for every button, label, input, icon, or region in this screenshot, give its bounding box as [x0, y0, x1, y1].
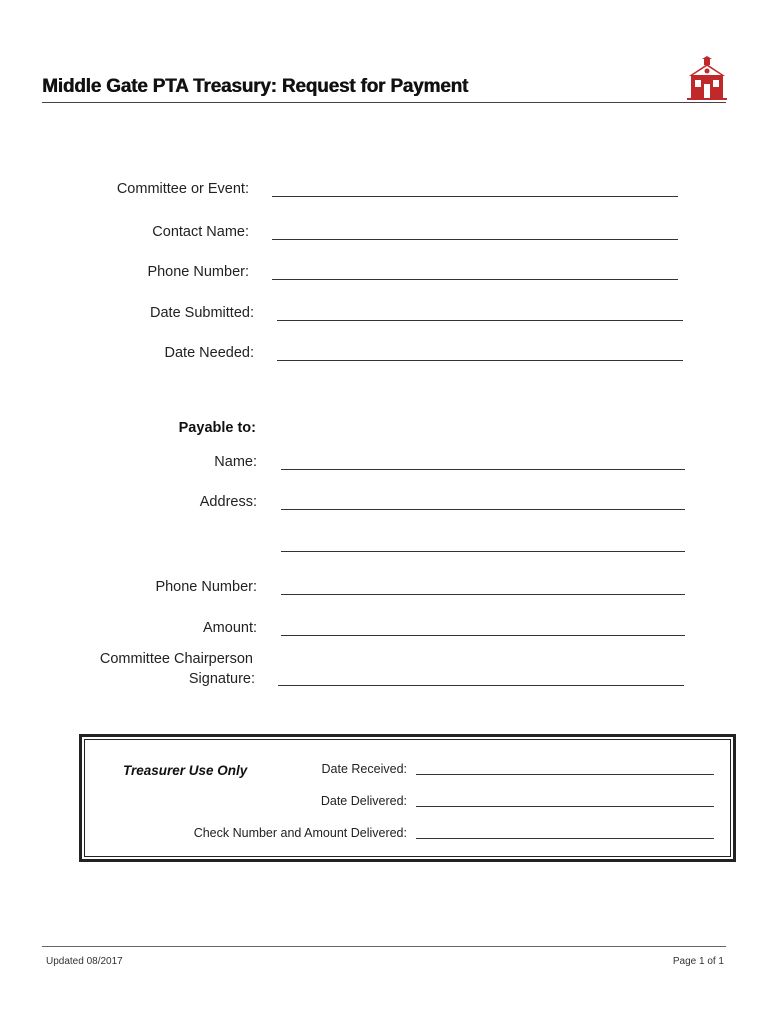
date-received-label: Date Received: — [321, 762, 407, 776]
treasurer-use-heading: Treasurer Use Only — [123, 763, 248, 778]
date-needed-field[interactable] — [277, 360, 683, 361]
contact-name-field[interactable] — [272, 239, 678, 240]
amount-field[interactable] — [281, 635, 685, 636]
phone-number-label: Phone Number: — [147, 264, 249, 280]
payee-address-field-2[interactable] — [281, 551, 685, 552]
date-needed-label: Date Needed: — [164, 345, 254, 361]
phone-number-field[interactable] — [272, 279, 678, 280]
check-number-label: Check Number and Amount Delivered: — [193, 826, 407, 840]
payee-phone-label: Phone Number: — [155, 579, 257, 595]
payee-name-field[interactable] — [281, 469, 685, 470]
check-number-field[interactable] — [416, 838, 714, 839]
amount-label: Amount: — [203, 620, 257, 636]
date-received-field[interactable] — [416, 774, 714, 775]
treasurer-use-box — [79, 734, 736, 862]
committee-label: Committee or Event: — [116, 181, 249, 197]
chairperson-signature-field[interactable] — [278, 685, 684, 686]
footer-divider — [42, 946, 726, 947]
page-title: Middle Gate PTA Treasury: Request for Payment — [42, 76, 468, 97]
chairperson-label-line2: Signature: — [188, 671, 255, 687]
payee-address-label: Address: — [199, 494, 257, 510]
payable-to-heading: Payable to: — [178, 420, 256, 436]
contact-name-label: Contact Name: — [152, 224, 249, 240]
title-divider — [42, 102, 726, 103]
page-number: Page 1 of 1 — [672, 956, 724, 967]
schoolhouse-icon — [687, 56, 727, 100]
payee-address-field-1[interactable] — [281, 509, 685, 510]
payee-name-label: Name: — [214, 454, 257, 470]
committee-field[interactable] — [272, 196, 678, 197]
payee-phone-field[interactable] — [281, 594, 685, 595]
date-delivered-field[interactable] — [416, 806, 714, 807]
date-submitted-field[interactable] — [277, 320, 683, 321]
chairperson-label-line1: Committee Chairperson — [99, 651, 253, 667]
date-submitted-label: Date Submitted: — [150, 305, 254, 321]
date-delivered-label: Date Delivered: — [320, 794, 407, 808]
updated-date: Updated 08/2017 — [46, 956, 123, 967]
